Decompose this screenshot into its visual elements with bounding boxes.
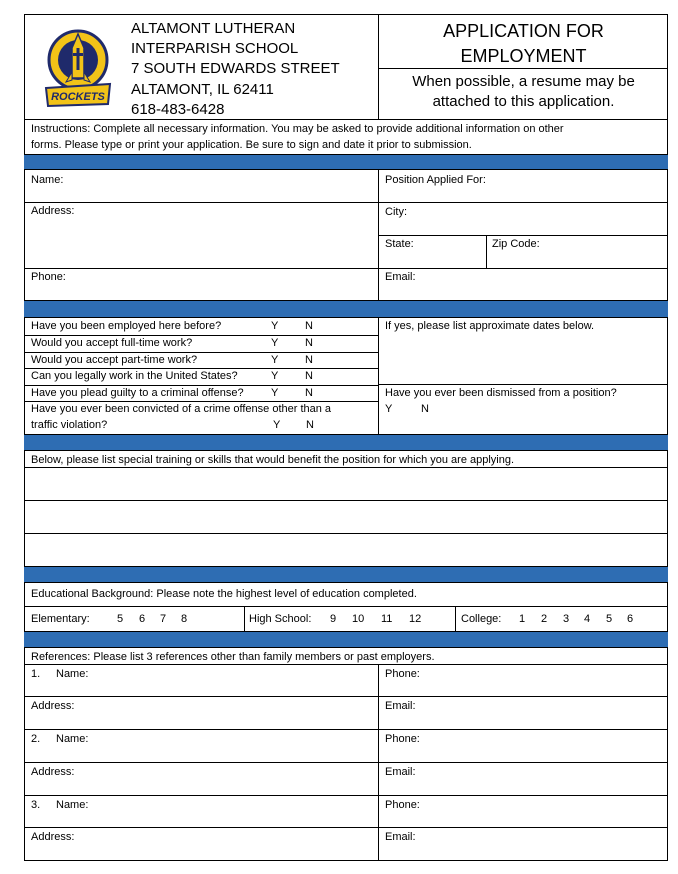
- section-divider: [24, 631, 668, 648]
- reference-phone-field[interactable]: Phone:: [385, 733, 420, 745]
- school-name-line1: ALTAMONT LUTHERAN: [131, 20, 296, 37]
- reference-email-field[interactable]: Email:: [385, 831, 416, 843]
- yes-option[interactable]: Y: [271, 370, 279, 382]
- question-full-time: Would you accept full-time work?: [31, 337, 193, 349]
- yes-option[interactable]: Y: [271, 387, 279, 399]
- training-line[interactable]: [24, 501, 668, 533]
- question-dismissed: Have you ever been dismissed from a position?: [385, 387, 617, 399]
- logo-text: ROCKETS: [51, 91, 105, 103]
- reference-number: 1.: [31, 668, 41, 680]
- yes-option[interactable]: Y: [271, 337, 279, 349]
- college-year-option[interactable]: 4: [584, 613, 591, 625]
- college-year-option[interactable]: 5: [606, 613, 613, 625]
- form-title-line2: EMPLOYMENT: [460, 46, 587, 66]
- address-field[interactable]: Address:: [31, 205, 75, 217]
- yes-option[interactable]: Y: [271, 320, 279, 332]
- no-option[interactable]: N: [305, 387, 313, 399]
- zip-field[interactable]: Zip Code:: [492, 238, 540, 250]
- no-option[interactable]: N: [305, 320, 313, 332]
- highschool-grade-option[interactable]: 11: [381, 613, 393, 625]
- reference-number: 2.: [31, 733, 41, 745]
- elementary-grade-option[interactable]: 6: [139, 613, 146, 625]
- reference-phone-field[interactable]: Phone:: [385, 668, 420, 680]
- elementary-grade-option[interactable]: 8: [181, 613, 188, 625]
- reference-address-field[interactable]: Address:: [31, 766, 75, 778]
- phone-field[interactable]: Phone:: [31, 271, 66, 283]
- highschool-grade-option[interactable]: 12: [409, 613, 422, 625]
- state-field[interactable]: State:: [385, 238, 414, 250]
- yes-option[interactable]: Y: [273, 419, 281, 431]
- college-label: College:: [461, 613, 502, 625]
- reference-name-field[interactable]: Name:: [56, 733, 89, 745]
- highschool-grade-option[interactable]: 10: [352, 613, 365, 625]
- no-option[interactable]: N: [306, 419, 314, 431]
- school-city-state-zip: ALTAMONT, IL 62411: [131, 81, 274, 98]
- form-title-line1: APPLICATION FOR: [443, 21, 604, 41]
- no-option[interactable]: N: [305, 370, 313, 382]
- reference-address-field[interactable]: Address:: [31, 700, 75, 712]
- reference-email-field[interactable]: Email:: [385, 766, 416, 778]
- elementary-grade-option[interactable]: 7: [160, 613, 167, 625]
- training-line[interactable]: [24, 468, 668, 500]
- question-employed-before: Have you been employed here before?: [31, 320, 222, 332]
- school-name-line2: INTERPARISH SCHOOL: [131, 40, 299, 57]
- college-year-option[interactable]: 3: [563, 613, 570, 625]
- resume-note-line2: attached to this application.: [432, 93, 615, 110]
- question-legal-work: Can you legally work in the United States?: [31, 370, 238, 382]
- name-field[interactable]: Name:: [31, 174, 64, 186]
- school-logo: [42, 22, 114, 108]
- elementary-grade-option[interactable]: 5: [117, 613, 124, 625]
- dates-note: If yes, please list approximate dates below.: [385, 320, 595, 332]
- position-field[interactable]: Position Applied For:: [385, 174, 486, 186]
- highschool-label: High School:: [249, 613, 312, 625]
- section-divider: [24, 154, 668, 170]
- no-option[interactable]: N: [421, 403, 429, 415]
- question-convicted-line2: traffic violation?: [31, 419, 108, 431]
- instructions-line2: forms. Please type or print your application. Be sure to sign and date it prior to submission.: [31, 139, 472, 151]
- reference-email-field[interactable]: Email:: [385, 700, 416, 712]
- school-phone: 618-483-6428: [131, 101, 225, 118]
- training-line[interactable]: [24, 534, 668, 566]
- yes-option[interactable]: Y: [385, 403, 393, 415]
- reference-phone-field[interactable]: Phone:: [385, 799, 420, 811]
- question-part-time: Would you accept part-time work?: [31, 354, 198, 366]
- section-divider: [24, 300, 668, 318]
- section-divider: [24, 566, 668, 583]
- question-convicted-line1: Have you ever been convicted of a crime offense other than a: [31, 403, 332, 415]
- city-field[interactable]: City:: [385, 206, 407, 218]
- reference-number: 3.: [31, 799, 41, 811]
- training-label: Below, please list special training or skills that would benefit the position for which you are applying.: [31, 454, 515, 466]
- question-plead-guilty: Have you plead guilty to a criminal offense?: [31, 387, 244, 399]
- reference-name-field[interactable]: Name:: [56, 799, 89, 811]
- highschool-grade-option[interactable]: 9: [330, 613, 337, 625]
- resume-note-line1: When possible, a resume may be: [412, 73, 635, 90]
- education-label: Educational Background: Please note the highest level of education completed.: [31, 588, 417, 600]
- reference-address-field[interactable]: Address:: [31, 831, 75, 843]
- school-street: 7 SOUTH EDWARDS STREET: [131, 60, 340, 77]
- no-option[interactable]: N: [305, 337, 313, 349]
- section-divider: [24, 434, 668, 451]
- no-option[interactable]: N: [305, 354, 313, 366]
- yes-option[interactable]: Y: [271, 354, 279, 366]
- elementary-label: Elementary:: [31, 613, 90, 625]
- instructions-line1: Instructions: Complete all necessary information. You may be asked to provide additional information on other: [31, 123, 564, 135]
- college-year-option[interactable]: 6: [627, 613, 634, 625]
- references-label: References: Please list 3 references other than family members or past employers.: [31, 651, 435, 663]
- email-field[interactable]: Email:: [385, 271, 416, 283]
- reference-name-field[interactable]: Name:: [56, 668, 89, 680]
- college-year-option[interactable]: 2: [541, 613, 548, 625]
- college-year-option[interactable]: 1: [519, 613, 526, 625]
